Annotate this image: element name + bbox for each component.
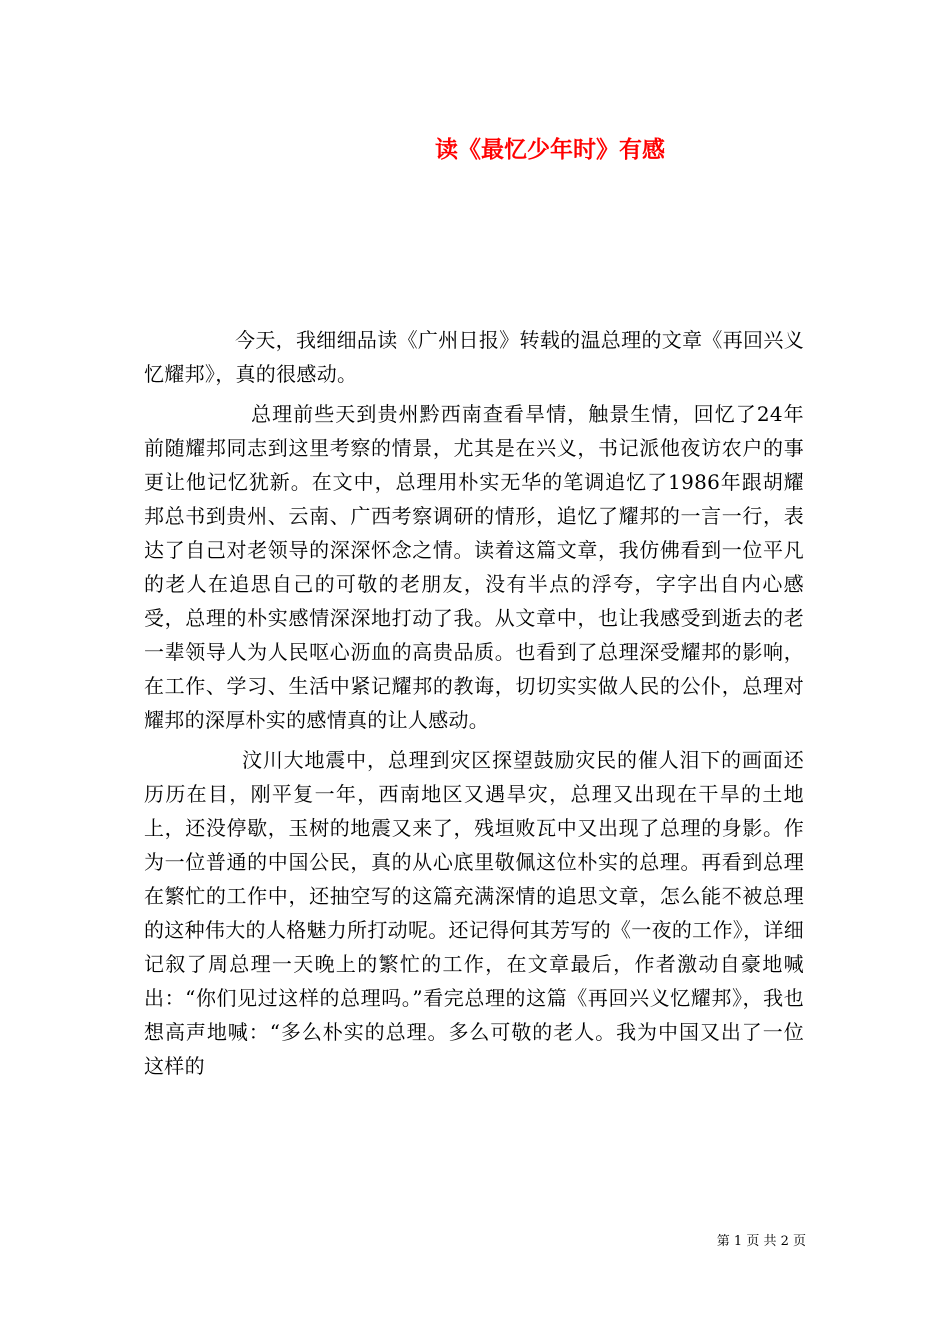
document-title: 读《最忆少年时》有感	[435, 137, 665, 163]
paragraph-1: 今天，我细细品读《广州日报》转载的温总理的文章《再回兴义忆耀邦》，真的很感动。	[144, 328, 804, 386]
paragraph-3: 汶川大地震中，总理到灾区探望鼓励灾民的催人泪下的画面还历历在目，刚平复一年，西南地区又遇旱灾，总理又出现在干旱的土地上，还没停歇，玉树的地震又来了，残垣败瓦中又出现了总理的身影。作为一位普通的中国公民，真的从心底里敬佩这位朴实的总理。再看到总理在繁忙的工作中，还抽空写的这篇充满深情的追思文章，怎么能不被总理的这种伟大的人格魅力所打动呢。还记得何其芳写的《一夜的工作》，详细记叙了周总理一天晚上的繁忙的工作，在文章最后，作者激动自豪地喊出：“你们见过这样的总理吗。”看完总理的这篇《再回兴义忆耀邦》，我也想高声地喊：“多么朴实的总理。多么可敬的老人。我为中国又出了一位这样的	[144, 748, 804, 1078]
page-number-footer: 第 1 页 共 2 页	[716, 1234, 806, 1249]
paragraph-2: 总理前些天到贵州黔西南查看旱情，触景生情，回忆了24年前随耀邦同志到这里考察的情景，尤其是在兴义，书记派他夜访农户的事更让他记忆犹新。在文中，总理用朴实无华的笔调追忆了1986年跟胡耀邦总书到贵州、云南、广西考察调研的情形，追忆了耀邦的一言一行，表达了自己对老领导的深深怀念之情。读着这篇文章，我仿佛看到一位平凡的老人在追思自己的可敬的老朋友，没有半点的浮夸，字字出自内心感受，总理的朴实感情深深地打动了我。从文章中，也让我感受到逝去的老一辈领导人为人民呕心沥血的高贵品质。也看到了总理深受耀邦的影响，在工作、学习、生活中紧记耀邦的教诲，切切实实做人民的公仆，总理对耀邦的深厚朴实的感情真的让人感动。	[144, 402, 804, 732]
document-body	[144, 323, 804, 1083]
